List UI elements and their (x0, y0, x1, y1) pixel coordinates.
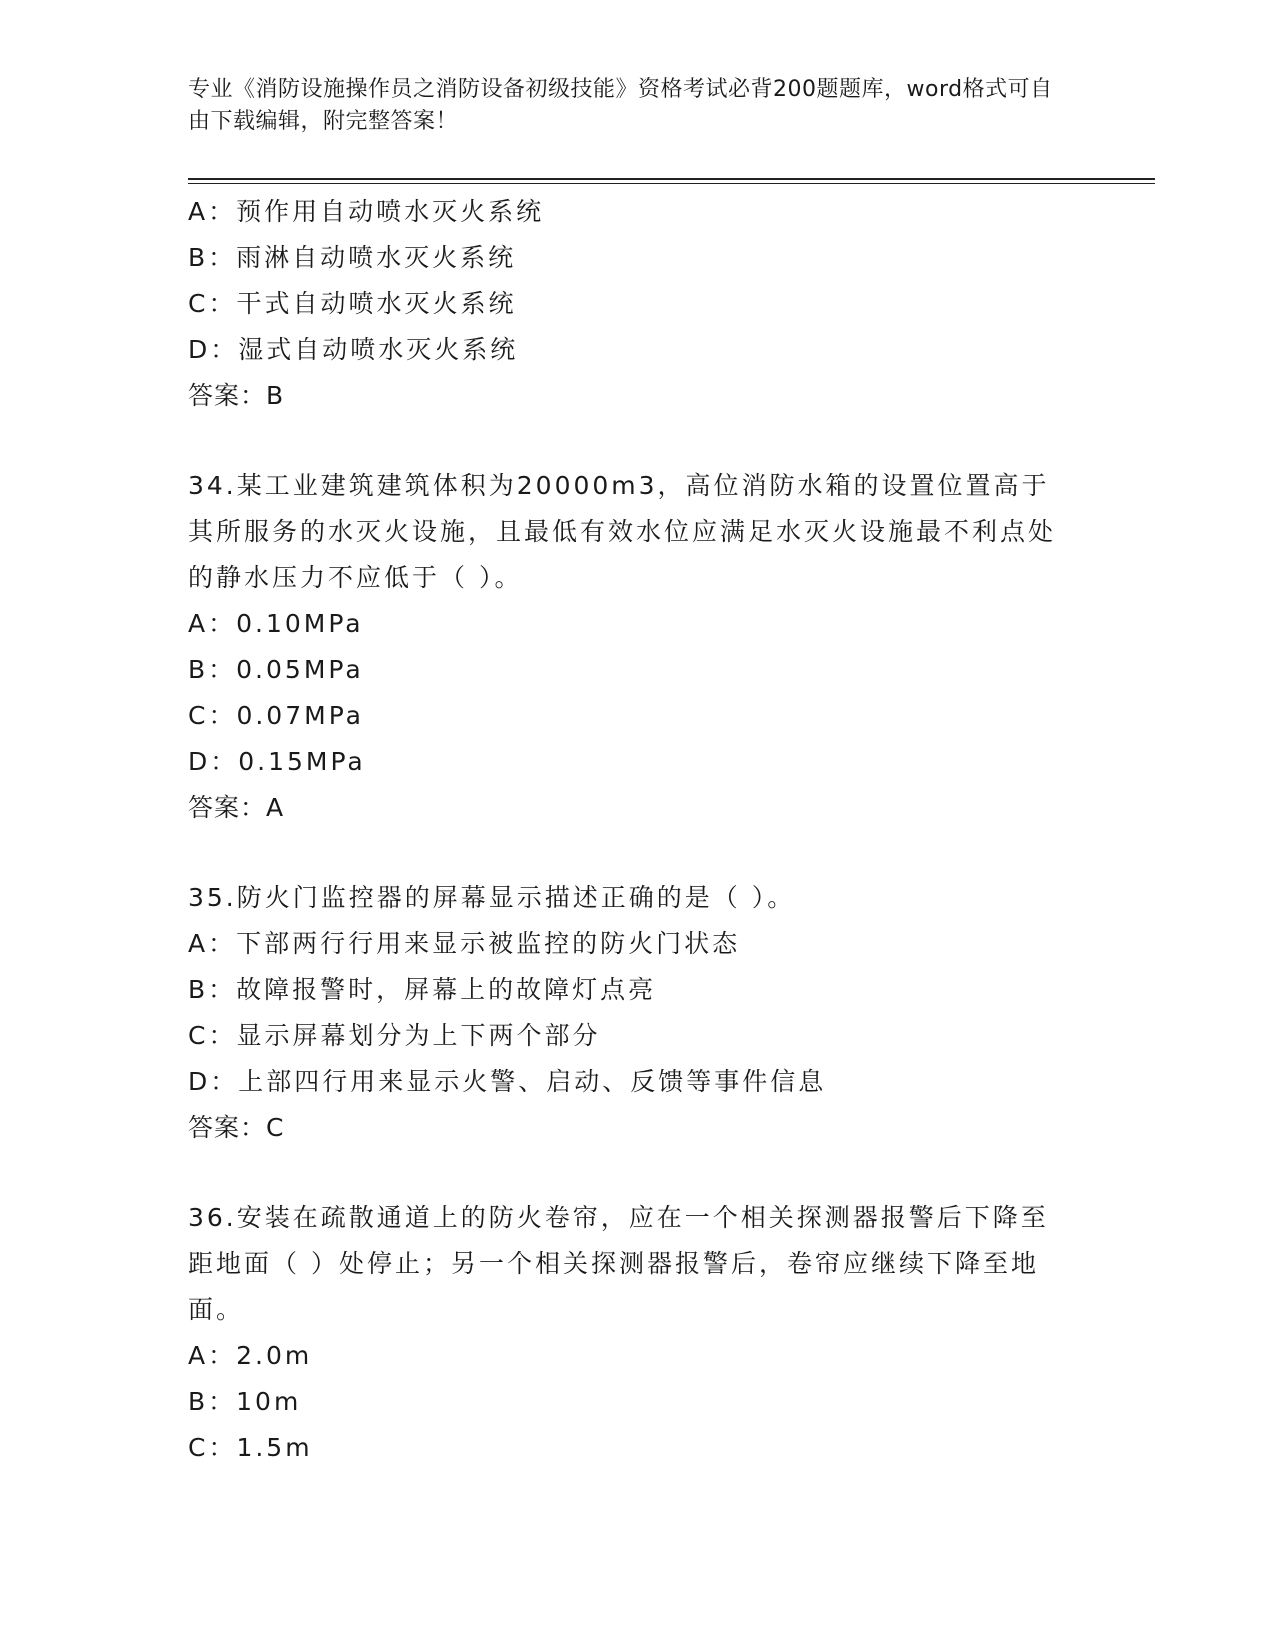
option-d: D：上部四行用来显示火警、启动、反馈等事件信息 (188, 1067, 827, 1096)
option-d: D：湿式自动喷水灭火系统 (188, 335, 519, 364)
question-stem: 34.某工业建筑建筑体积为20000m3，高位消防水箱的设置位置高于其所服务的水灭火设施，且最低有效水位应满足水灭火设施最不利点处的静水压力不应低于（ ）。 (188, 471, 1057, 592)
header-rule-thick (188, 178, 1155, 180)
question-stem: 36.安装在疏散通道上的防火卷帘，应在一个相关探测器报警后下降至距地面（ ）处停止；另一个相关探测器报警后，卷帘应继续下降至地面。 (188, 1203, 1049, 1324)
answer-line: 答案：C (188, 1113, 285, 1142)
option-b: B：0.05MPa (188, 655, 364, 684)
option-a: A：2.0m (188, 1341, 313, 1370)
header-rule-thin (188, 183, 1155, 184)
question-35-block (188, 875, 1088, 1151)
question-list (188, 189, 1088, 1471)
option-a: A：预作用自动喷水灭火系统 (188, 197, 545, 226)
question-stem: 35.防火门监控器的屏幕显示描述正确的是（ ）。 (188, 883, 796, 912)
question-36-block (188, 1195, 1088, 1471)
option-c: C：显示屏幕划分为上下两个部分 (188, 1021, 601, 1050)
option-a: A：0.10MPa (188, 609, 364, 638)
option-d: D：0.15MPa (188, 747, 366, 776)
option-a: A：下部两行行用来显示被监控的防火门状态 (188, 929, 741, 958)
option-c: C：1.5m (188, 1433, 313, 1462)
option-c: C：0.07MPa (188, 701, 364, 730)
option-b: B：雨淋自动喷水灭火系统 (188, 243, 517, 272)
option-b: B：故障报警时，屏幕上的故障灯点亮 (188, 975, 657, 1004)
answer-line: 答案：A (188, 793, 285, 822)
answer-line: 答案：B (188, 381, 285, 410)
page-header: 专业《消防设施操作员之消防设备初级技能》资格考试必背200题题库，word格式可自由下载编辑，附完整答案！ (188, 77, 1053, 134)
option-b: B：10m (188, 1387, 302, 1416)
question-34-block (188, 463, 1088, 831)
prev-question-block (188, 189, 1088, 419)
option-c: C：干式自动喷水灭火系统 (188, 289, 517, 318)
